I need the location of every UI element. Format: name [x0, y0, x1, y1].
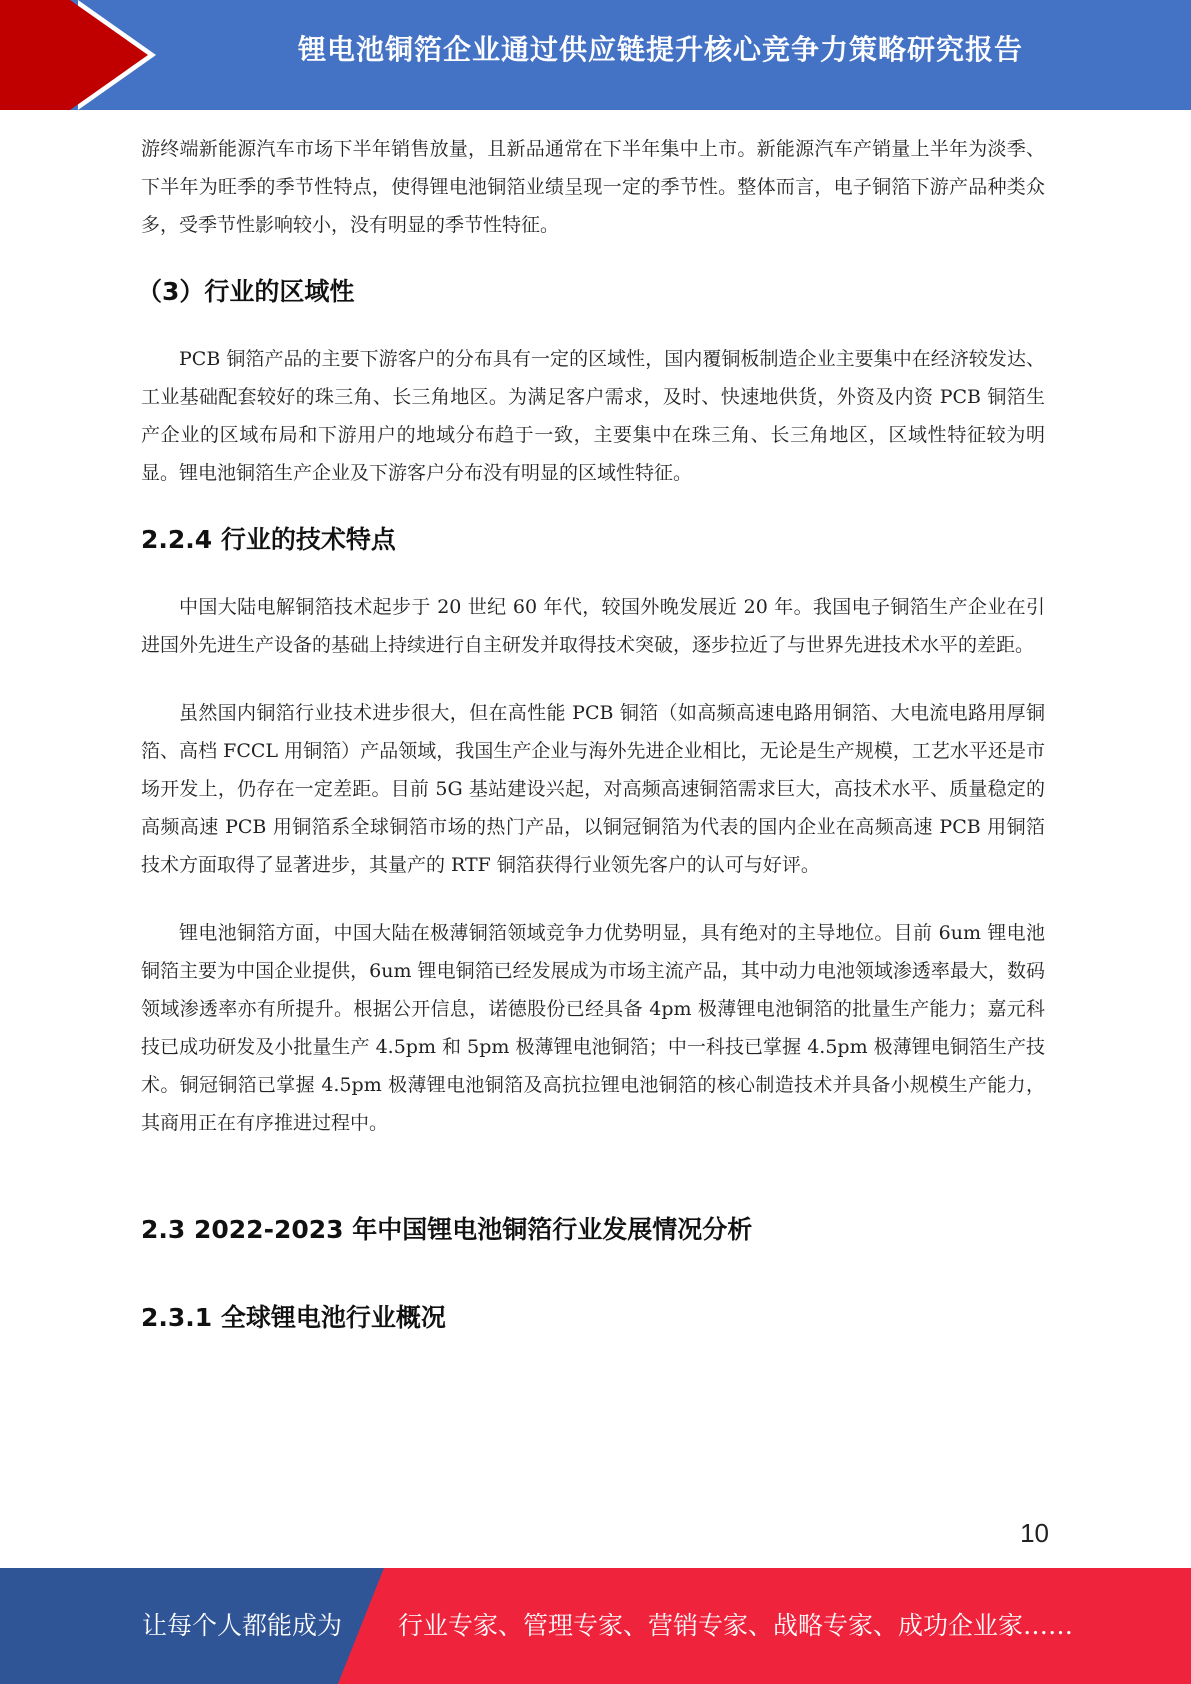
page-footer: [0, 1568, 1191, 1684]
page-content: [137, 130, 1045, 1334]
paragraph-pcb-copper-foil: 虽然国内铜箔行业技术进步很大，但在高性能 PCB 铜箔（如高频高速电路用铜箔、大电流电路用厚铜箔、高档 FCCL 用铜箔）产品领域，我国生产企业与海外先进企业相比，无论是生产规模，工艺水平还是市场开发上，仍存在一定差距。目前 5G 基站建设兴起，对高频高速铜箔需求巨大，高技术水平、质量稳定的高频高速 PCB 用铜箔系全球铜箔市场的热门产品，以铜冠铜箔为代表的国内企业在高频高速 PCB 用铜箔技术方面取得了显著进步，其量产的 RTF 铜箔获得行业领先客户的认可与好评。: [141, 702, 1045, 876]
heading-tech-features: 2.2.4 行业的技术特点: [141, 525, 396, 554]
page-header: [0, 0, 1191, 110]
footer-slogan-right: 行业专家、管理专家、营销专家、战略专家、成功企业家……: [398, 1611, 1074, 1640]
heading-regional: （3）行业的区域性: [137, 277, 355, 306]
page-number: 10: [1020, 1518, 1049, 1548]
heading-section-2-3: 2.3 2022-2023 年中国锂电池铜箔行业发展情况分析: [141, 1215, 753, 1244]
paragraph-seasonality-continued: 游终端新能源汽车市场下半年销售放量，且新品通常在下半年集中上市。新能源汽车产销量上半年为淡季、下半年为旺季的季节性特点，使得锂电池铜箔业绩呈现一定的季节性。整体而言，电子铜箔下游产品种类众多，受季节性影响较小，没有明显的季节性特征。: [141, 138, 1045, 236]
paragraph-lithium-copper-foil: 锂电池铜箔方面，中国大陆在极薄铜箔领域竞争力优势明显，具有绝对的主导地位。目前 6um 锂电池铜箔主要为中国企业提供，6um 锂电铜箔已经发展成为市场主流产品，其中动力电池领域渗透率最大，数码领域渗透率亦有所提升。根据公开信息，诺德股份已经具备 4pm 极薄锂电池铜箔的批量生产能力；嘉元科技已成功研发及小批量生产 4.5pm 和 5pm 极薄锂电池铜箔；中一科技已掌握 4.5pm 极薄锂电铜箔生产技术。铜冠铜箔已掌握 4.5pm 极薄锂电池铜箔及高抗拉锂电池铜箔的核心制造技术并具备小规模生产能力，其商用正在有序推进过程中。: [141, 922, 1045, 1134]
paragraph-tech-history: 中国大陆电解铜箔技术起步于 20 世纪 60 年代，较国外晚发展近 20 年。我国电子铜箔生产企业在引进国外先进生产设备的基础上持续进行自主研发并取得技术突破，逐步拉近了与世界先进技术水平的差距。: [141, 596, 1045, 656]
paragraph-regional: PCB 铜箔产品的主要下游客户的分布具有一定的区域性，国内覆铜板制造企业主要集中在经济较发达、工业基础配套较好的珠三角、长三角地区。为满足客户需求，及时、快速地供货，外资及内资 PCB 铜箔生产企业的区域布局和下游用户的地域分布趋于一致，主要集中在珠三角、长三角地区，区域性特征较为明显。锂电池铜箔生产企业及下游客户分布没有明显的区域性特征。: [141, 348, 1045, 484]
header-red-chevron: [70, 0, 148, 110]
header-red-block: [0, 0, 70, 110]
footer-slogan-left: 让每个人都能成为: [142, 1611, 343, 1640]
report-title: 锂电池铜箔企业通过供应链提升核心竞争力策略研究报告: [297, 33, 1023, 66]
heading-section-2-3-1: 2.3.1 全球锂电池行业概况: [141, 1303, 446, 1332]
